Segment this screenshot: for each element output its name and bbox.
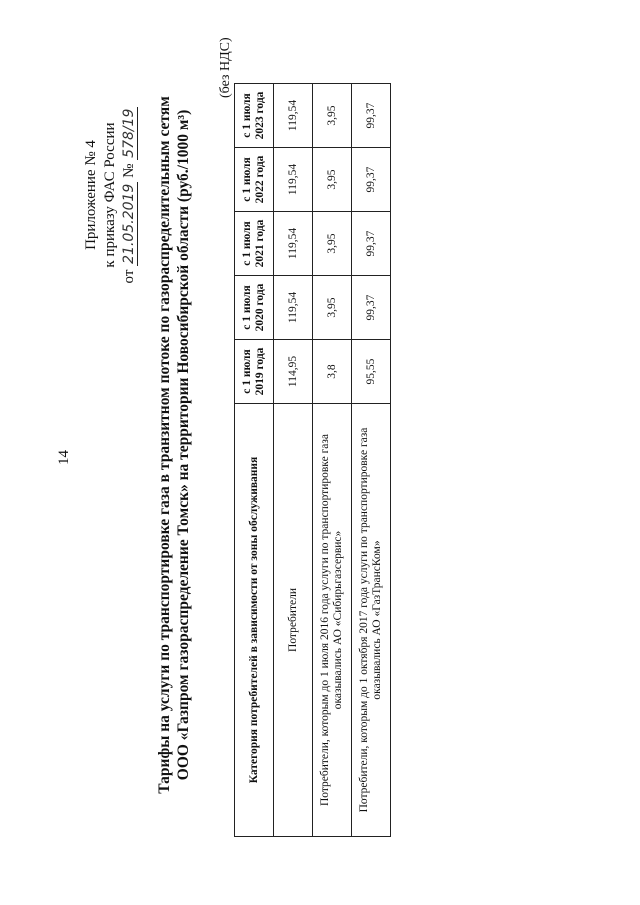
tariff-table <box>234 83 391 837</box>
row-value: 3,8 <box>313 340 352 404</box>
row-value: 99,37 <box>352 84 391 148</box>
row-value: 119,54 <box>274 148 313 212</box>
row-category: Потребители, которым до 1 октября 2017 года услуги по транспортировке газа оказывались АО «ГазТрансКом» <box>352 404 391 837</box>
header-2023: с 1 июля 2023 года <box>235 84 274 148</box>
table-row <box>352 84 391 837</box>
row-value: 99,37 <box>352 212 391 276</box>
row-value: 99,37 <box>352 148 391 212</box>
handwritten-number: 578/19 <box>121 108 137 158</box>
title-line-2: ООО «Газпром газораспределение Томск» на территории Новосибирской области (руб./1000 м³) <box>175 109 192 781</box>
row-value: 119,54 <box>274 276 313 340</box>
appendix-header <box>82 85 139 305</box>
row-value: 3,95 <box>313 84 352 148</box>
appendix-date-line <box>120 85 139 305</box>
handwritten-date: 21.05.2019 <box>121 183 137 264</box>
document-title <box>155 25 193 865</box>
table-row <box>313 84 352 837</box>
row-value: 114,95 <box>274 340 313 404</box>
row-category: Потребители <box>274 404 313 837</box>
date-prefix: от <box>121 269 137 284</box>
header-category: Категория потребителей в зависимости от зоны обслуживания <box>235 404 274 837</box>
page-number: 14 <box>56 450 72 465</box>
table-row <box>274 84 313 837</box>
row-value: 3,95 <box>313 212 352 276</box>
header-2021: с 1 июля 2021 года <box>235 212 274 276</box>
header-2022: с 1 июля 2022 года <box>235 148 274 212</box>
row-value: 119,54 <box>274 212 313 276</box>
row-value: 119,54 <box>274 84 313 148</box>
title-line-1: Тарифы на услуги по транспортировке газа в транзитном потоке по газораспределительным сетям <box>156 96 173 794</box>
header-2019: с 1 июля 2019 года <box>235 340 274 404</box>
row-value: 3,95 <box>313 276 352 340</box>
header-2020: с 1 июля 2020 года <box>235 276 274 340</box>
row-value: 3,95 <box>313 148 352 212</box>
table-header-row <box>235 84 274 837</box>
row-category: Потребители, которым до 1 июля 2016 года услуги по транспортировке газа оказывались АО «Сибирьгазсервис» <box>313 404 352 837</box>
vat-note: (без НДС) <box>218 37 233 98</box>
row-value: 95,55 <box>352 340 391 404</box>
number-prefix: № <box>121 163 137 178</box>
appendix-number: Приложение № 4 <box>83 140 99 250</box>
row-value: 99,37 <box>352 276 391 340</box>
appendix-order-ref: к приказу ФАС России <box>102 122 118 268</box>
